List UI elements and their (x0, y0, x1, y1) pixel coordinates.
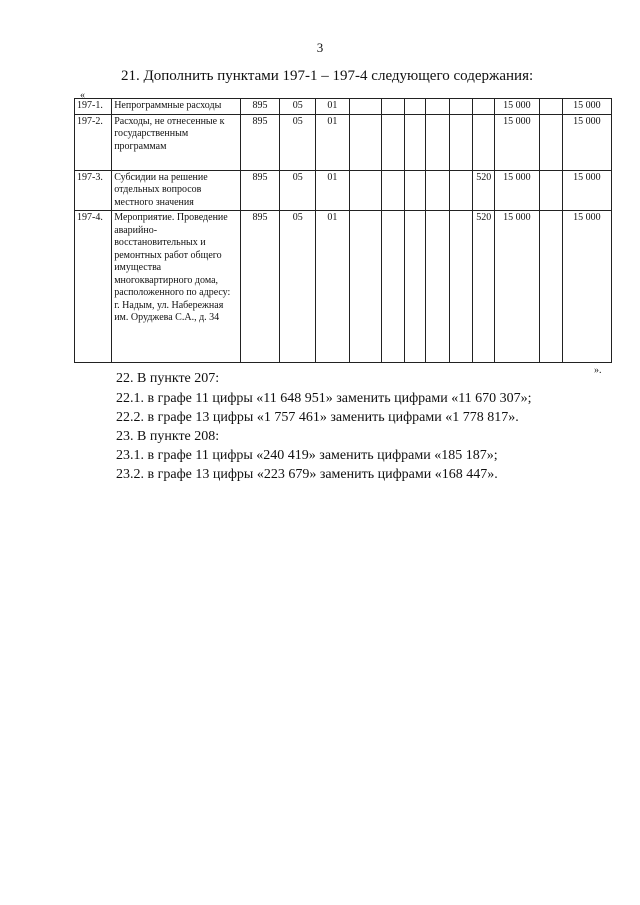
row-sum-2: 15 000 (562, 114, 611, 170)
row-sum-2: 15 000 (562, 211, 611, 363)
row-name: Мероприятие. Проведение аварийно-восстановительных и ремонтных работ общего имущества многоквартирного дома, расположенного по адресу: г. Надым, ул. Набережная им. Оруджева С.А., д. 34 (112, 211, 241, 363)
row-code: 197-3. (75, 170, 112, 211)
table-row (75, 211, 612, 363)
row-pr: 01 (316, 211, 349, 363)
row-name: Непрограммные расходы (112, 99, 241, 115)
table-row (75, 99, 612, 115)
row-vr (473, 99, 495, 115)
empty-cell (349, 114, 381, 170)
paragraph-23-1: 23.1. в графе 11 цифры «240 419» заменить цифрами «185 187»; (116, 448, 498, 463)
paragraph-23: 23. В пункте 208: (116, 429, 220, 444)
empty-cell (425, 99, 449, 115)
row-rz: 05 (280, 211, 316, 363)
empty-cell (450, 170, 473, 211)
row-vr: 520 (473, 170, 495, 211)
row-grbs: 895 (240, 211, 279, 363)
empty-cell (349, 170, 381, 211)
row-grbs: 895 (240, 170, 279, 211)
empty-cell (381, 211, 404, 363)
row-sum-1: 15 000 (495, 211, 539, 363)
closing-quote: ». (594, 365, 602, 376)
row-name: Субсидии на решение отдельных вопросов местного значения (112, 170, 241, 211)
page-number: 3 (316, 40, 324, 55)
empty-cell (539, 114, 562, 170)
empty-cell (539, 211, 562, 363)
row-pr: 01 (316, 99, 349, 115)
amendment-heading: 21. Дополнить пунктами 197-1 – 197-4 следующего содержания: (121, 68, 534, 84)
empty-cell (381, 99, 404, 115)
row-vr (473, 114, 495, 170)
empty-cell (450, 114, 473, 170)
empty-cell (425, 114, 449, 170)
table-row (75, 114, 612, 170)
empty-cell (349, 211, 381, 363)
opening-quote: « (80, 90, 85, 101)
empty-cell (404, 211, 425, 363)
row-grbs: 895 (240, 114, 279, 170)
empty-cell (425, 170, 449, 211)
row-pr: 01 (316, 114, 349, 170)
row-rz: 05 (280, 99, 316, 115)
row-sum-2: 15 000 (562, 170, 611, 211)
paragraph-22-2: 22.2. в графе 13 цифры «1 757 461» заменить цифрами «1 778 817». (116, 410, 519, 425)
row-sum-2: 15 000 (562, 99, 611, 115)
empty-cell (404, 170, 425, 211)
row-code: 197-4. (75, 211, 112, 363)
row-rz: 05 (280, 114, 316, 170)
empty-cell (539, 170, 562, 211)
budget-table (74, 98, 612, 363)
row-sum-1: 15 000 (495, 114, 539, 170)
empty-cell (425, 211, 449, 363)
row-code: 197-1. (75, 99, 112, 115)
paragraph-23-2: 23.2. в графе 13 цифры «223 679» заменить цифрами «168 447». (116, 467, 498, 482)
row-pr: 01 (316, 170, 349, 211)
row-vr: 520 (473, 211, 495, 363)
row-name: Расходы, не отнесенные к государственным программам (112, 114, 241, 170)
row-grbs: 895 (240, 99, 279, 115)
row-code: 197-2. (75, 114, 112, 170)
empty-cell (381, 170, 404, 211)
empty-cell (404, 114, 425, 170)
empty-cell (381, 114, 404, 170)
empty-cell (349, 99, 381, 115)
empty-cell (450, 211, 473, 363)
row-rz: 05 (280, 170, 316, 211)
row-sum-1: 15 000 (495, 170, 539, 211)
paragraph-22-1: 22.1. в графе 11 цифры «11 648 951» заменить цифрами «11 670 307»; (116, 391, 532, 406)
empty-cell (404, 99, 425, 115)
empty-cell (450, 99, 473, 115)
row-sum-1: 15 000 (495, 99, 539, 115)
empty-cell (539, 99, 562, 115)
paragraph-22: 22. В пункте 207: (116, 371, 220, 386)
table-row (75, 170, 612, 211)
